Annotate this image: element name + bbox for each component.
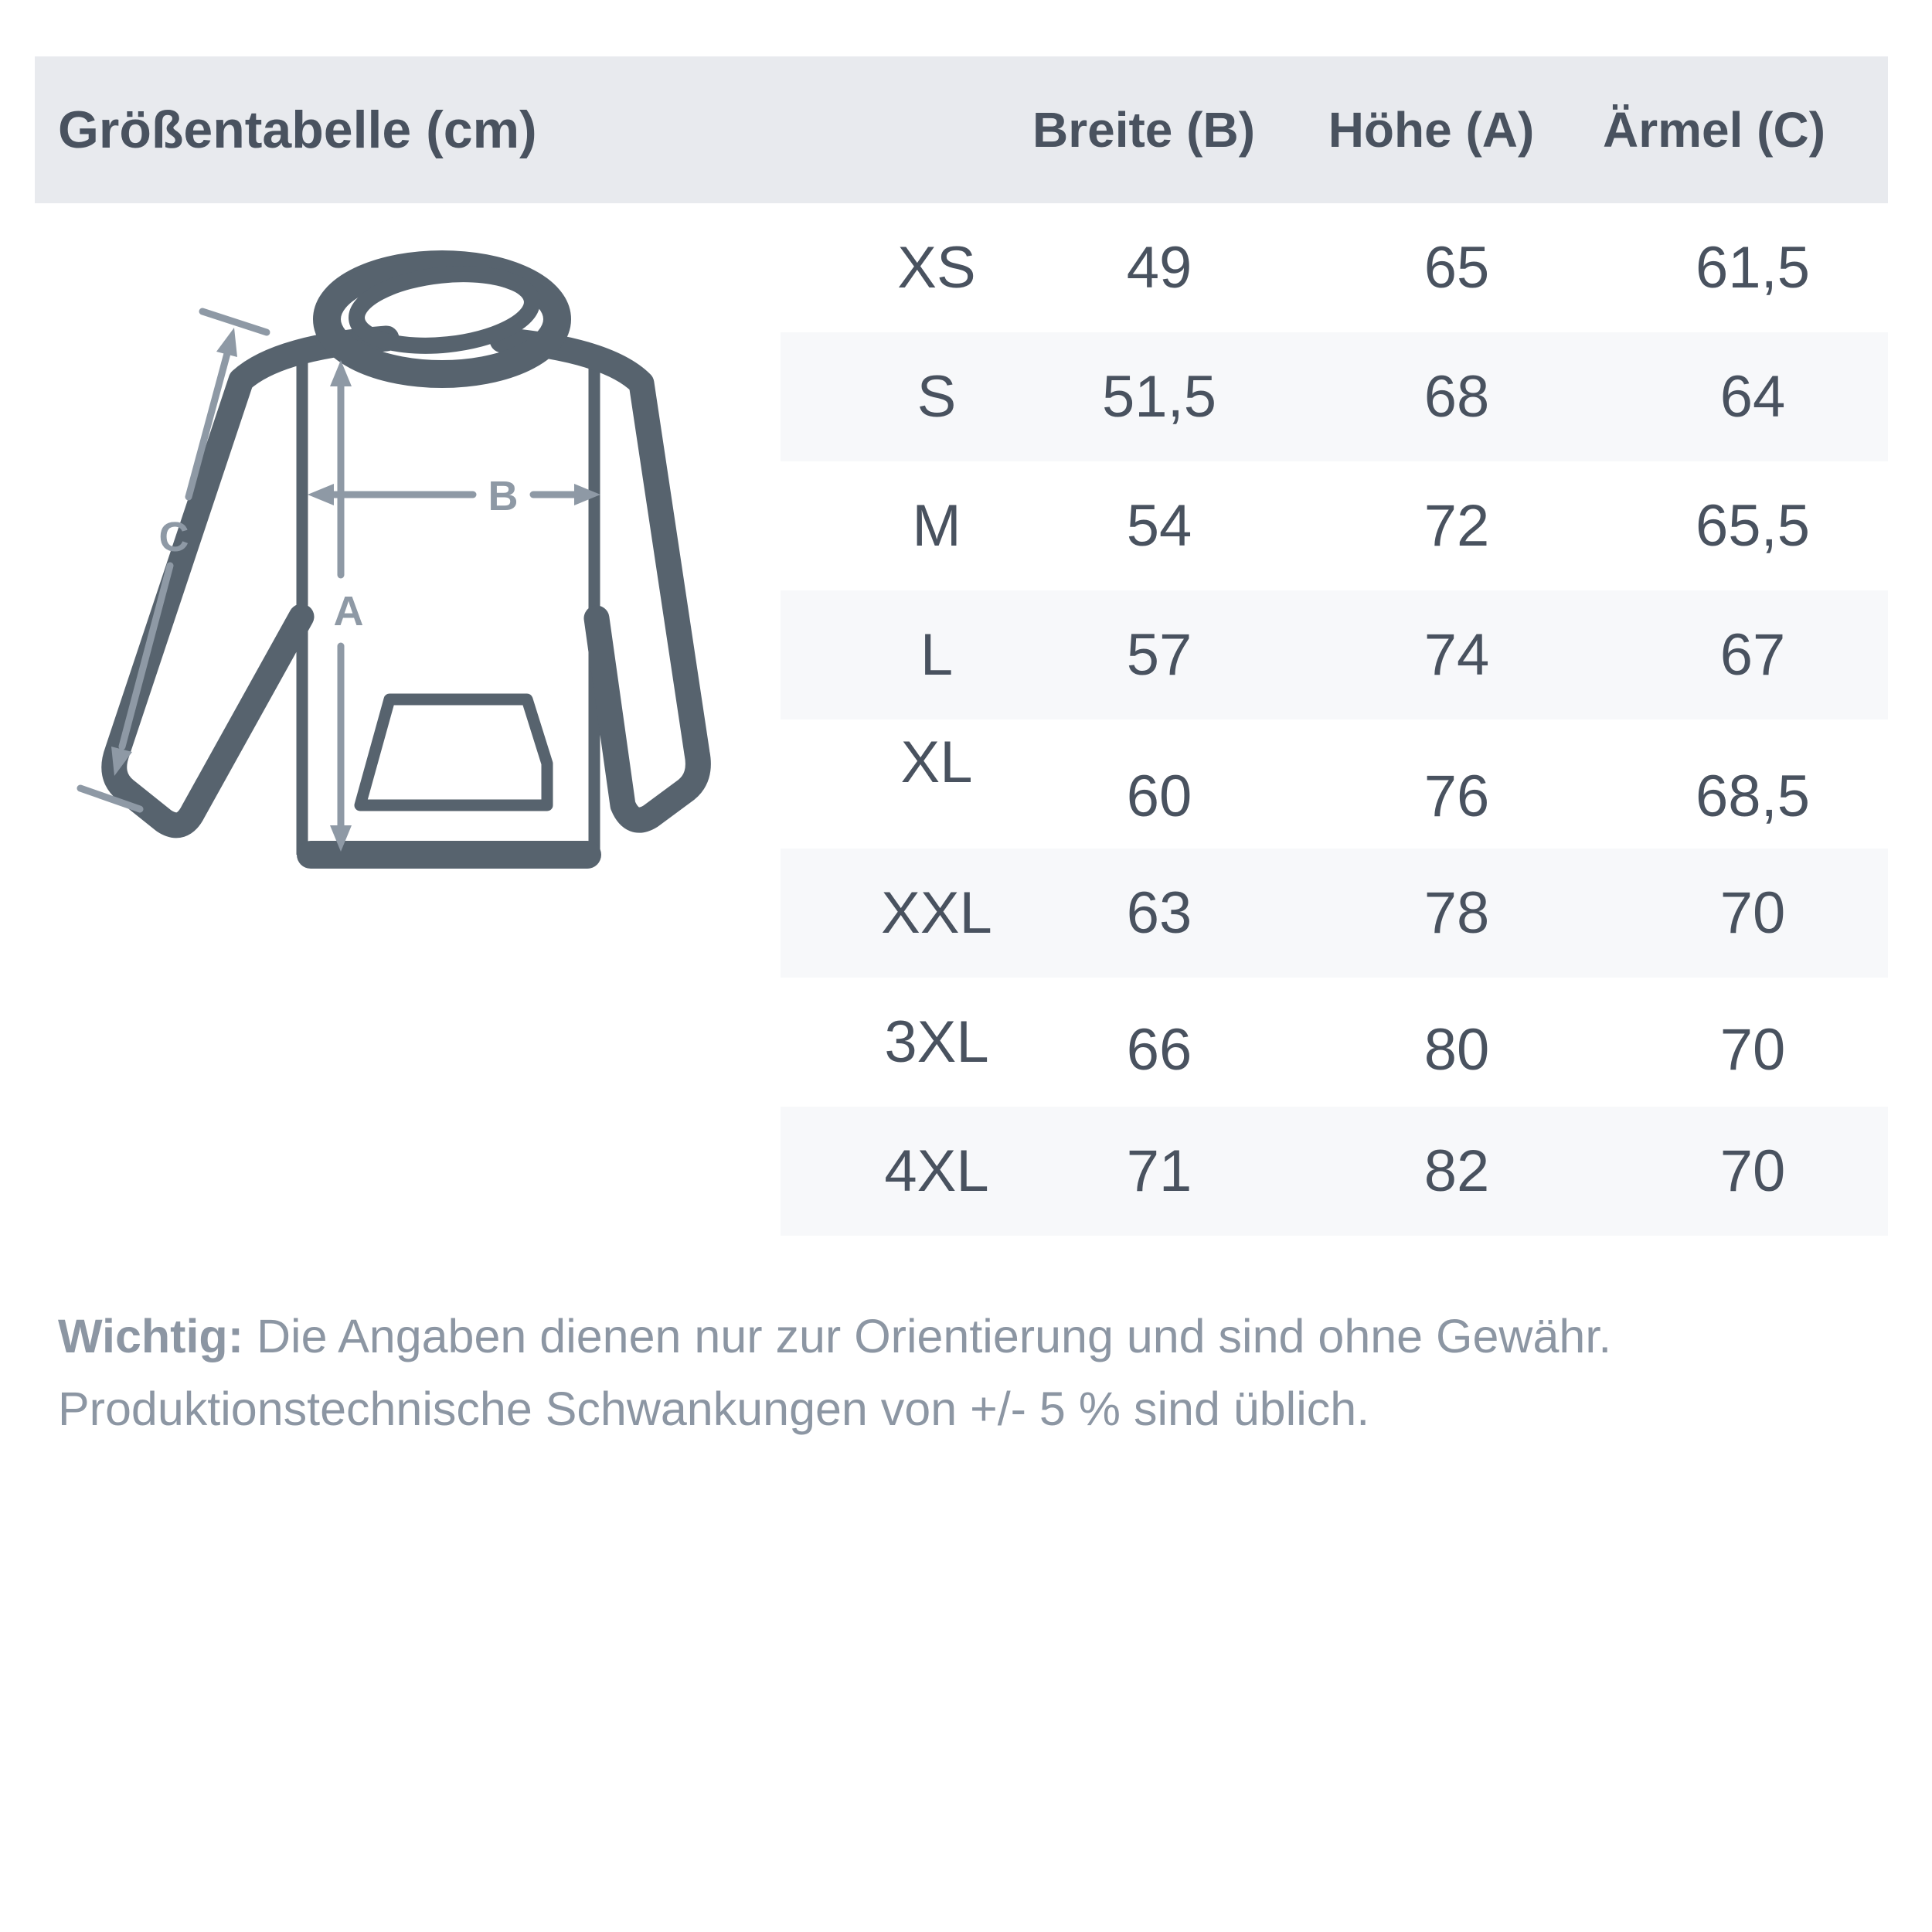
- size-cell: XXL: [881, 880, 992, 946]
- breite-value-cell: 60: [1126, 764, 1192, 829]
- hoehe-value-cell: 72: [1423, 493, 1490, 559]
- arrow-c-cap-top: [202, 311, 267, 332]
- left-sleeve: [114, 338, 386, 825]
- hoehe-value-cell: 68: [1423, 364, 1490, 430]
- size-table: [781, 203, 1888, 1236]
- arrow-c-line2: [122, 566, 170, 747]
- hoehe-value-cell: 76: [1423, 764, 1490, 829]
- measurement-arrows: [80, 311, 600, 852]
- aermel-value-cell: 70: [1719, 1138, 1786, 1204]
- column-header-hoehe: Höhe (A): [1328, 102, 1535, 158]
- hoehe-value-cell: 78: [1423, 880, 1490, 946]
- size-cell: S: [917, 364, 957, 430]
- size-cell: XS: [897, 235, 976, 301]
- table-row-s: [781, 332, 1888, 461]
- table-row-m: [781, 461, 1888, 590]
- breite-value-cell: 63: [1126, 880, 1192, 946]
- aermel-value-cell: 64: [1719, 364, 1786, 430]
- breite-value-cell: 49: [1126, 235, 1192, 301]
- aermel-value-cell: 65,5: [1696, 493, 1810, 559]
- aermel-value-cell: 70: [1719, 880, 1786, 946]
- table-row-xxl: [781, 849, 1888, 978]
- breite-value-cell: 57: [1126, 622, 1192, 688]
- column-header-breite: Breite (B): [1032, 102, 1256, 158]
- size-cell: L: [920, 622, 954, 688]
- aermel-value-cell: 70: [1719, 1017, 1786, 1083]
- note-text-2: Produktionstechnische Schwankungen von +/- 5 % sind üblich.: [58, 1383, 1370, 1435]
- breite-value-cell: 71: [1126, 1138, 1192, 1204]
- hoodie-outline: [114, 264, 699, 855]
- hoehe-value-cell: 65: [1423, 235, 1490, 301]
- label-c: C: [158, 514, 189, 560]
- table-row-xs: [781, 203, 1888, 332]
- hoehe-value-cell: 82: [1423, 1138, 1490, 1204]
- size-cell: XL: [900, 730, 973, 795]
- label-a: A: [333, 588, 364, 634]
- size-cell: 4XL: [884, 1138, 989, 1204]
- table-row-4xl: [781, 1107, 1888, 1236]
- breite-value-cell: 66: [1126, 1017, 1192, 1083]
- aermel-value-cell: 61,5: [1696, 235, 1810, 301]
- label-b: B: [488, 473, 519, 519]
- table-row-xl: [781, 719, 1888, 849]
- footer-note: [58, 1300, 1889, 1445]
- hoodie-diagram: [0, 0, 811, 966]
- hoehe-value-cell: 80: [1423, 1017, 1490, 1083]
- note-label: Wichtig:: [58, 1310, 244, 1362]
- size-cell: M: [912, 493, 961, 559]
- size-cell: 3XL: [884, 1009, 989, 1075]
- chart-title: Größentabelle (cm): [58, 100, 537, 159]
- table-row-3xl: [781, 978, 1888, 1107]
- note-line-1: [58, 1300, 1889, 1372]
- aermel-value-cell: 68,5: [1696, 764, 1810, 829]
- pocket: [360, 699, 547, 805]
- breite-value-cell: 54: [1126, 493, 1192, 559]
- note-text-1: Die Angaben dienen nur zur Orientierung und sind ohne Gewähr.: [256, 1310, 1612, 1362]
- right-sleeve: [502, 340, 698, 820]
- hoehe-value-cell: 74: [1423, 622, 1490, 688]
- arrow-b-head-left: [308, 484, 334, 505]
- arrow-c-head-top: [216, 328, 237, 357]
- column-header-aermel: Ärmel (C): [1602, 102, 1826, 158]
- breite-value-cell: 51,5: [1102, 364, 1216, 430]
- aermel-value-cell: 67: [1719, 622, 1786, 688]
- note-line-2: [58, 1372, 1889, 1445]
